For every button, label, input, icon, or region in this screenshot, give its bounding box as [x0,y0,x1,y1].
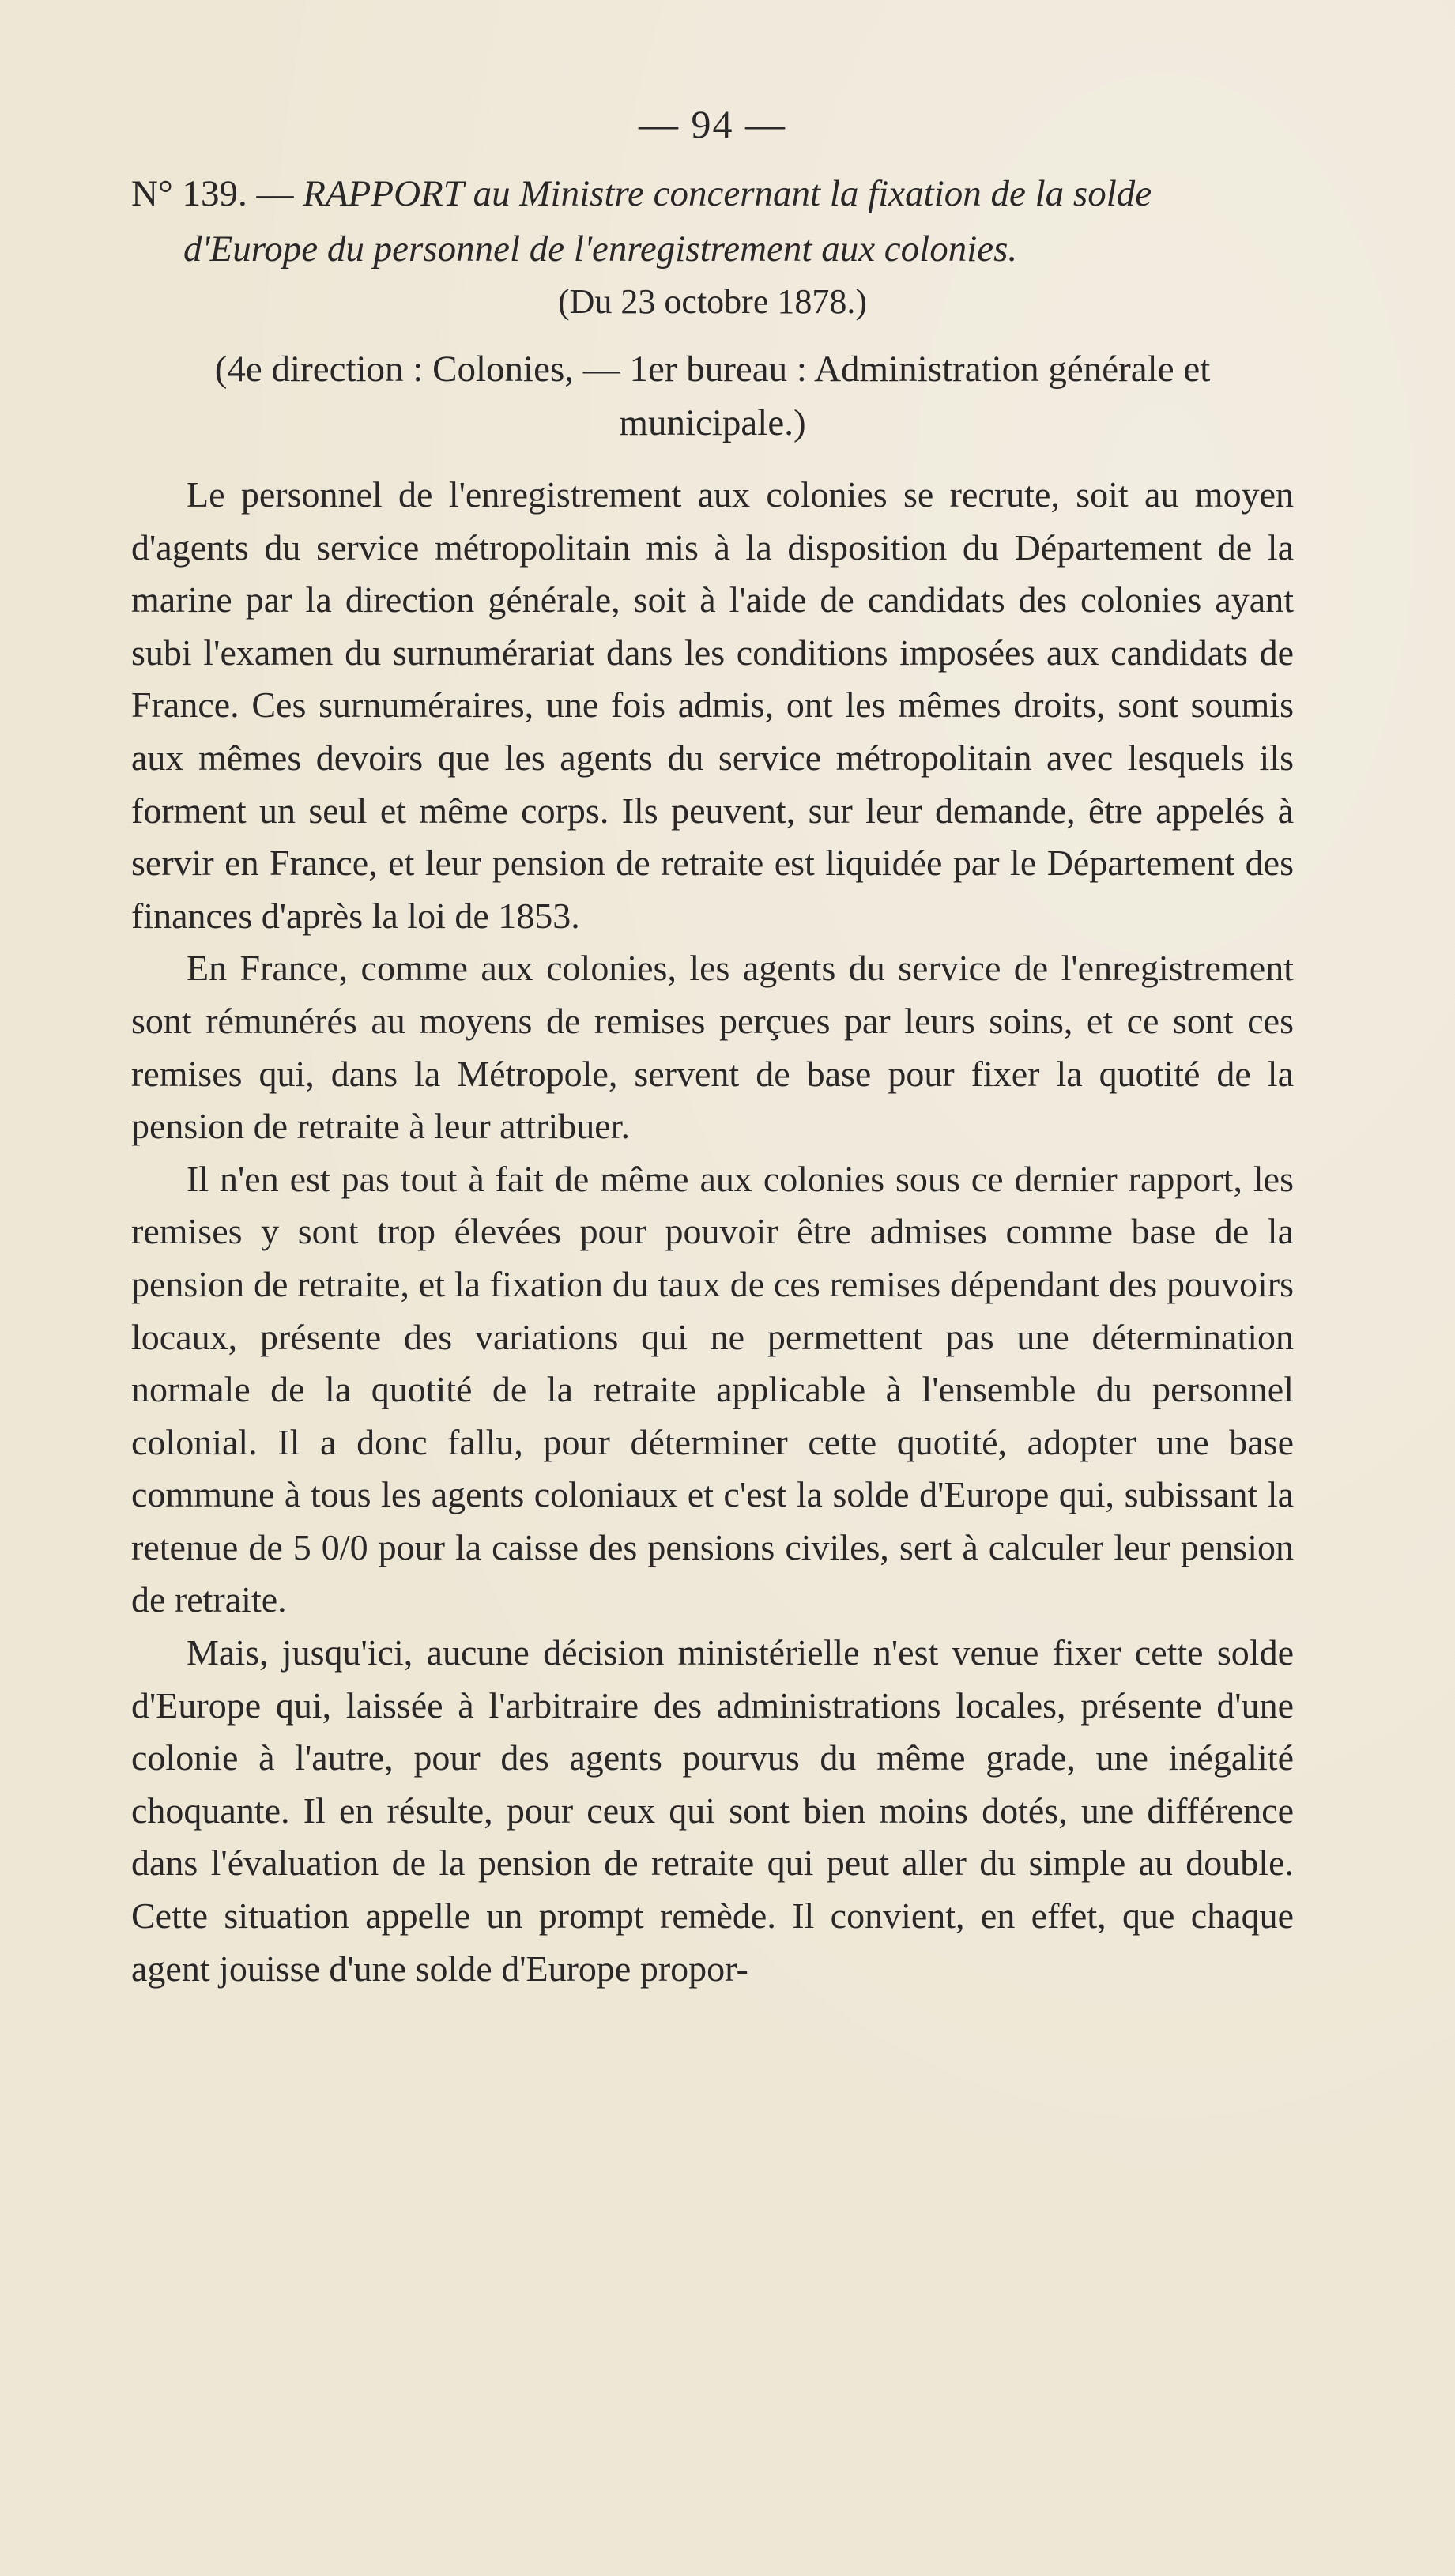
paragraph: En France, comme aux colonies, les agents du service de l'enregistrement sont rémunérés au moyens de remises perçues par leurs soins, et ce sont ces remises qui, dans la Métropole, servent de base pour fixer la quotité de la pension de retraite à leur attribuer. [131,948,1294,1147]
page-number: — 94 — [639,102,786,146]
paragraph: Mais, jusqu'ici, aucune décision ministérielle n'est venue fixer cette solde d'Europe qui, laissée à l'arbitraire des administrations locales, présente d'une colonie à l'autre, pour des agents pourvus du même grade, une inégalité choquante. Il en résulte, pour ceux qui sont bien moins dotés, une différence dans l'évaluation de la pension de retraite qui peut aller du simple au double. Cette situation appelle un prompt remède. Il convient, en effet, que chaque agent jouisse d'une solde d'Europe propor- [131,1632,1294,1989]
document-body [131,469,1294,1995]
document-direction: (4e direction : Colonies, — 1er bureau : Administration générale et municipale.) [214,349,1211,443]
document-type: RAPPORT [303,173,464,214]
document-number: N° 139. — [131,173,303,214]
paragraph: Le personnel de l'enregistrement aux colonies se recrute, soit au moyen d'agents du service métropolitain mis à la disposition du Département de la marine par la direction générale, soit à l'aide de candidats des colonies ayant subi l'examen du surnumérariat dans les conditions imposées aux candidats de France. Ces surnuméraires, une fois admis, ont les mêmes droits, sont soumis aux mêmes devoirs que les agents du service métropolitain avec lesquels ils forment un seul et même corps. Ils peuvent, sur leur demande, être appelés à servir en France, et leur pension de retraite est liquidée par le Département des finances d'après la loi de 1853. [131,474,1294,936]
document-heading [131,166,1294,277]
document-date: (Du 23 octobre 1878.) [557,282,867,321]
document-title: au Ministre concernant la fixation de la solde d'Europe du personnel de l'enregistrement aux colonies. [183,173,1152,270]
paragraph: Il n'en est pas tout à fait de même aux colonies sous ce dernier rapport, les remises y sont trop élevées pour pouvoir être admises comme base de la pension de retraite, et la fixation du taux de ces remises dépendant des pouvoirs locaux, présente des variations qui ne permettent pas une détermination normale de la quotité de la retraite applicable à l'ensemble du personnel colonial. Il a donc fallu, pour déterminer cette quotité, adopter une base commune à tous les agents coloniaux et c'est la solde d'Europe qui, subissant la retenue de 5 0/0 pour la caisse des pensions civiles, sert à calculer leur pension de retraite. [131,1158,1294,1620]
